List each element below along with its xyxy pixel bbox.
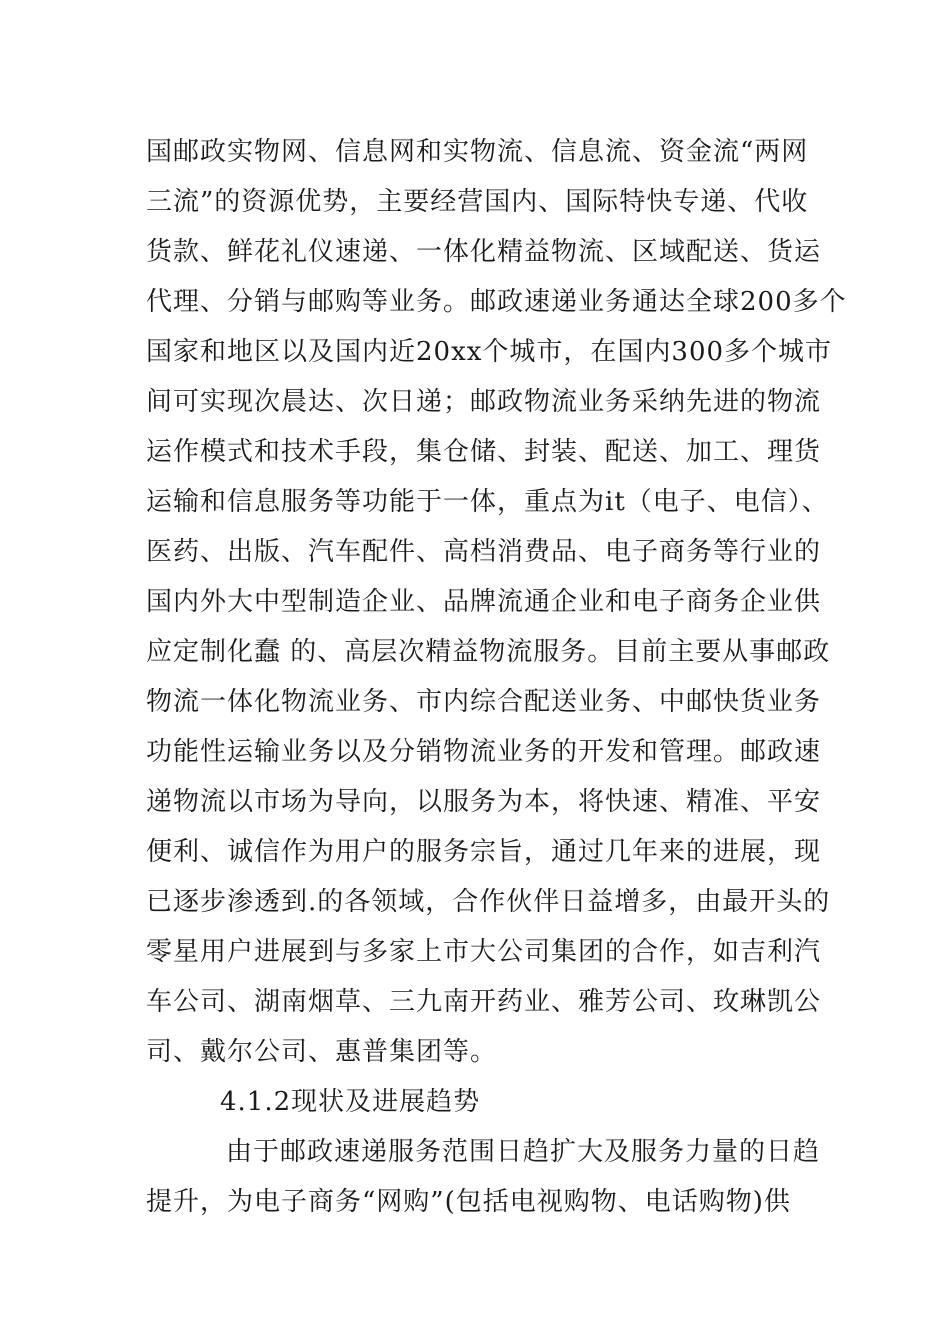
body-text-line: 运作模式和技术手段，集仓储、封装、配送、加工、理货 <box>146 437 822 467</box>
body-text-line: 便利、诚信作为用户的服务宗旨，通过几年来的进展，现 <box>146 837 822 867</box>
body-text-line: 功能性运输业务以及分销物流业务的开发和管理。邮政速 <box>146 737 822 767</box>
body-text-line: 医药、出版、汽车配件、高档消费品、电子商务等行业的 <box>146 537 822 567</box>
body-text-line: 国内外大中型制造企业、品牌流通企业和电子商务企业供 <box>146 587 822 617</box>
body-text-line: 物流一体化物流业务、市内综合配送业务、中邮快货业务 <box>146 687 822 717</box>
body-text-line: 货款、鲜花礼仪速递、一体化精益物流、区域配送、货运 <box>146 237 822 267</box>
section-heading: 4.1.2现状及进展趋势 <box>220 1087 481 1117</box>
body-text-line: 由于邮政速递服务范围日趋扩大及服务力量的日趋 <box>226 1137 821 1167</box>
body-text-line: 司、戴尔公司、惠普集团等。 <box>146 1037 498 1067</box>
body-text-line: 零星用户进展到与多家上市大公司集团的合作，如吉利汽 <box>146 937 822 967</box>
body-text-line: 三流”的资源优势，主要经营国内、国际特快专递、代收 <box>146 187 809 217</box>
body-text-line: 运输和信息服务等功能于一体，重点为it（电子、电信）、 <box>146 487 829 517</box>
body-text-line: 应定制化蠢 的、高层次精益物流服务。目前主要从事邮政 <box>146 637 831 667</box>
body-text-line: 递物流以市场为导向，以服务为本，将快速、精准、平安 <box>146 787 822 817</box>
body-text-line: 国邮政实物网、信息网和实物流、信息流、资金流“两网 <box>146 137 809 167</box>
body-text-line: 间可实现次晨达、次日递；邮政物流业务采纳先进的物流 <box>146 387 822 417</box>
body-text-line: 提升，为电子商务“网购”(包括电视购物、电话购物)供 <box>146 1187 791 1217</box>
body-text-line: 代理、分销与邮购等业务。邮政速递业务通达全球200多个 <box>146 287 847 317</box>
body-text-line: 已逐步渗透到.的各领域，合作伙伴日益增多，由最开头的 <box>146 887 831 917</box>
body-text-line: 国家和地区以及国内近20xx个城市，在国内300多个城市 <box>146 337 833 367</box>
body-text-line: 车公司、湖南烟草、三九南开药业、雅芳公司、玫琳凯公 <box>146 987 822 1017</box>
